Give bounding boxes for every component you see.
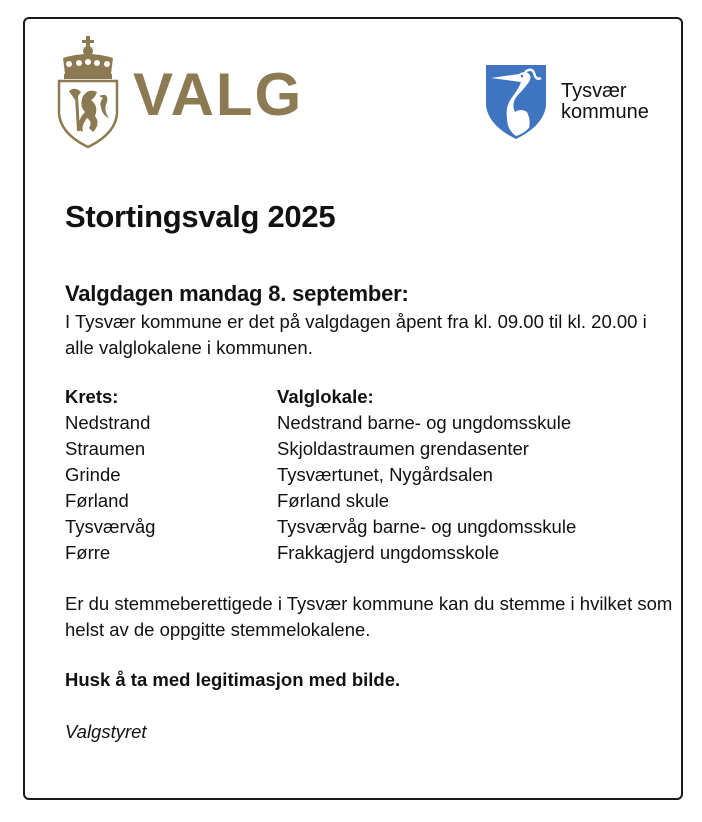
election-day-text: I Tysvær kommune er det på valgdagen åpent fra kl. 09.00 til kl. 20.00 i alle valglokalene i kommunen. [65,311,647,358]
table-row [65,514,576,540]
column-header-valglokale: Valglokale: [277,386,374,407]
valglokale-cell: Førland skule [277,490,390,511]
table-row [65,540,576,566]
election-day-heading: Valgdagen mandag 8. september: [65,281,409,306]
polling-stations-table [65,384,576,566]
valg-wordmark: VALG [133,60,304,128]
kommune-name: Tysvær [561,80,627,102]
valglokale-cell: Tysværtunet, Nygårdsalen [277,464,493,485]
tysvaer-heron-shield-icon [485,64,547,140]
table-row [65,462,576,488]
valglokale-cell: Nedstrand barne- og ungdomsskule [277,412,572,433]
kommune-label: kommune [561,101,649,123]
table-row [65,410,576,436]
krets-cell: Grinde [65,464,121,485]
krets-cell: Nedstrand [65,412,151,433]
page-title: Stortingsvalg 2025 [65,199,336,234]
info-paragraph: Er du stemmeberettigede i Tysvær kommune kan du stemme i hvilket som helst av de oppgitte stemmelokalene. [65,593,673,640]
table-header [65,384,576,410]
krets-cell: Førre [65,542,111,563]
tysvaer-kommune-logo [485,64,649,140]
valglokale-cell: Tysværvåg barne- og ungdomsskule [277,516,577,537]
valglokale-cell: Frakkagjerd ungdomsskole [277,542,500,563]
table-row [65,436,576,462]
krets-cell: Straumen [65,438,146,459]
norway-coat-of-arms-icon [55,36,121,148]
valglokale-cell: Skjoldastraumen grendasenter [277,438,529,459]
id-reminder: Husk å ta med legitimasjon med bilde. [65,669,401,690]
column-header-krets: Krets: [65,386,119,407]
krets-cell: Førland [65,490,129,511]
signature: Valgstyret [65,721,147,742]
table-row [65,488,576,514]
krets-cell: Tysværvåg [65,516,156,537]
valg-logo [55,36,303,148]
